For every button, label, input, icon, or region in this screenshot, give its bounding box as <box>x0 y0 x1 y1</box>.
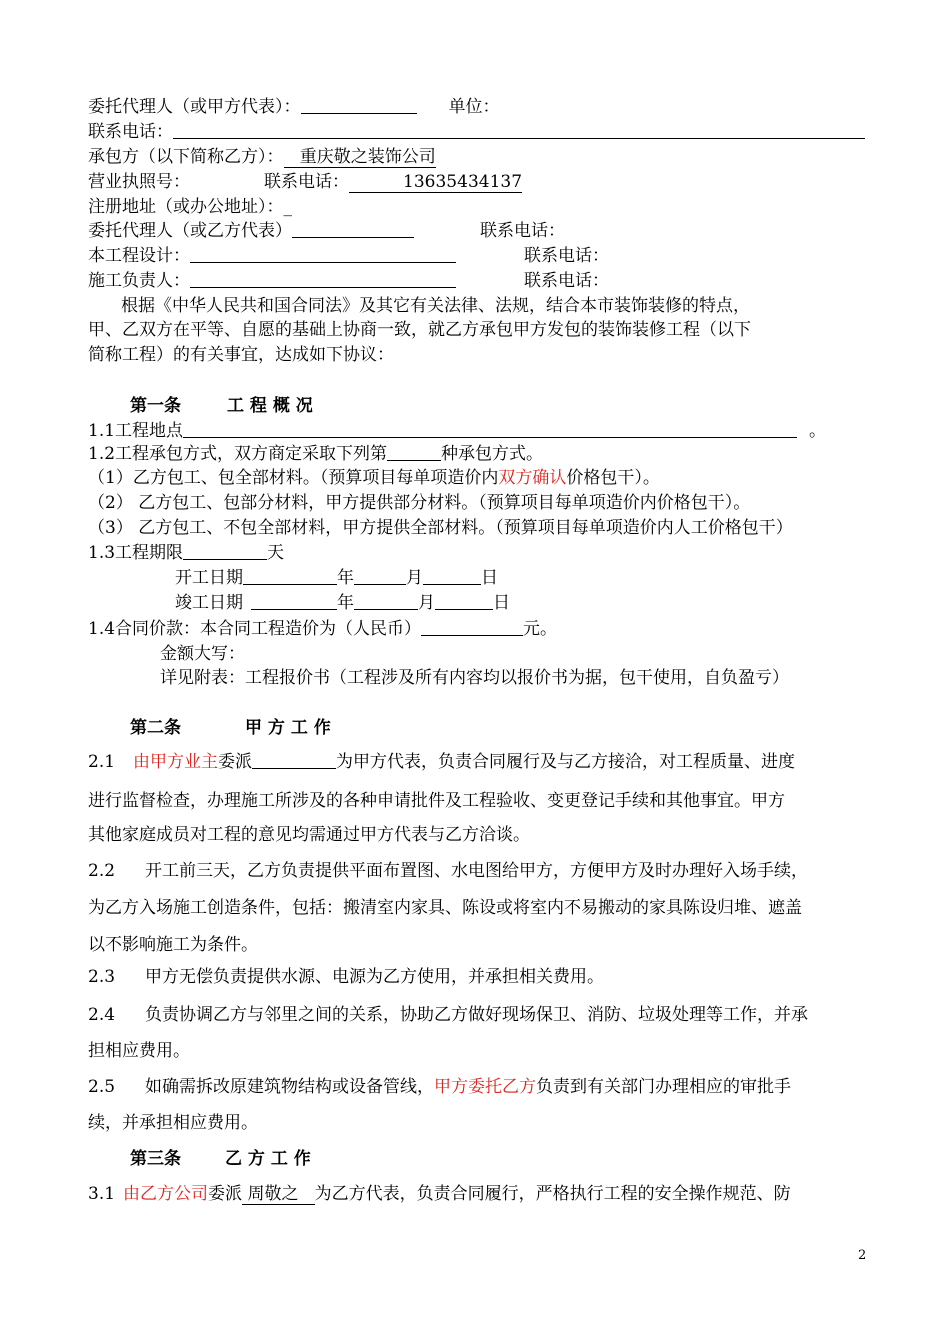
client-phone-line: 联系电话： <box>88 121 865 143</box>
preamble-line: 简称工程）的有关事宜，达成如下协议： <box>88 345 394 365</box>
article-2-heading: 第二条 甲 方 工 作 <box>130 718 331 738</box>
blank <box>173 121 865 139</box>
attachment-note: 详见附表：工程报价书（工程涉及所有内容均以报价书为据，包干使用，自负盈亏） <box>160 668 789 688</box>
article-1-heading: 第一条 工 程 概 况 <box>130 396 313 416</box>
blank <box>252 751 336 769</box>
blank <box>354 567 406 585</box>
start-date-line: 开工日期 年 月 日 <box>175 568 498 588</box>
clause-1-4: 1.4合同价款：本合同工程造价为（人民币） 元。 <box>88 619 558 639</box>
contractor-phone: 13635434137 <box>403 172 523 192</box>
blank <box>292 220 414 238</box>
blank <box>190 245 456 263</box>
clause-2-4-cont: 担相应费用。 <box>88 1041 190 1061</box>
option-1: （1）乙方包工、包全部材料。（预算项目每单项造价内双方确认价格包干）。 <box>88 468 660 488</box>
blank <box>387 443 441 461</box>
blank <box>354 592 418 610</box>
clause-2-2: 2.2 开工前三天，乙方负责提供平面布置图、水电图给甲方，方便甲方及时办理好入场手续， <box>88 861 809 881</box>
clause-2-2-cont: 以不影响施工为条件。 <box>88 935 258 955</box>
option-3: （3） 乙方包工、不包全部材料，甲方提供全部材料。（预算项目每单项造价内人工价格包干） <box>88 518 793 538</box>
clause-2-2-cont: 为乙方入场施工创造条件，包括：搬清室内家具、陈设或将室内不易搬动的家具陈设归堆、遮盖 <box>88 898 802 918</box>
blank <box>183 420 797 438</box>
amount-words-label: 金额大写： <box>160 644 245 664</box>
clause-2-1-cont: 其他家庭成员对工程的意见均需通过甲方代表与乙方洽谈。 <box>88 825 530 845</box>
blank <box>421 618 523 636</box>
option-2: （2） 乙方包工、包部分材料，甲方提供部分材料。（预算项目每单项造价内价格包干）。 <box>88 493 751 513</box>
contractor-agent-line: 委托代理人（或乙方代表） 联系电话： <box>88 221 565 241</box>
preamble-line: 甲、乙双方在平等、自愿的基础上协商一致，就乙方承包甲方发包的装饰装修工程（以下 <box>88 320 751 340</box>
clause-3-1: 3.1 由乙方公司委派 周敬之 为乙方代表，负责合同履行，严格执行工程的安全操作规范、防 <box>88 1184 791 1204</box>
blank <box>423 567 481 585</box>
blank <box>435 592 493 610</box>
end-date-line: 竣工日期 年 月 日 <box>175 593 510 613</box>
license-line: 营业执照号： 联系电话： 13635434137 <box>88 172 523 192</box>
blank <box>301 96 417 114</box>
clause-2-3: 2.3 甲方无偿负责提供水源、电源为乙方使用，并承担相关费用。 <box>88 967 605 987</box>
clause-2-5: 2.5 如确需拆改原建筑物结构或设备管线，甲方委托乙方负责到有关部门办理相应的审批手 <box>88 1077 792 1097</box>
clause-1-2: 1.2工程承包方式，双方商定采取下列第 种承包方式。 <box>88 444 544 464</box>
clause-2-5-cont: 续，并承担相应费用。 <box>88 1113 258 1133</box>
address-line: 注册地址（或办公地址）：_ <box>88 197 292 217</box>
clause-2-1: 2.1 由甲方业主委派 为甲方代表，负责合同履行及与乙方接洽，对工程质量、进度 <box>88 752 796 772</box>
clause-2-1-cont: 进行监督检查，办理施工所涉及的各种申请批件及工程验收、变更登记手续和其他事宜。甲方 <box>88 791 785 811</box>
client-agent-line: 委托代理人（或甲方代表）： 单位： <box>88 97 500 117</box>
contractor-line: 承包方（以下简称乙方）： 重庆敬之装饰公司 <box>88 147 436 167</box>
blank <box>190 270 456 288</box>
blank <box>251 592 337 610</box>
clause-1-3: 1.3工程期限 天 <box>88 543 285 563</box>
clause-1-1: 1.1工程地点 。 <box>88 421 827 441</box>
preamble-line: 根据《中华人民共和国合同法》及其它有关法律、法规，结合本市装饰装修的特点， <box>121 296 750 316</box>
contractor-rep-name: 周敬之 <box>247 1184 299 1204</box>
clause-2-4: 2.4 负责协调乙方与邻里之间的关系，协助乙方做好现场保卫、消防、垃圾处理等工作，并承 <box>88 1005 809 1025</box>
contractor-name: 重庆敬之装饰公司 <box>299 147 436 167</box>
blank <box>243 567 337 585</box>
article-3-heading: 第三条 乙 方 工 作 <box>130 1149 311 1169</box>
designer-line: 本工程设计： 联系电话： <box>88 246 609 266</box>
blank <box>183 542 267 560</box>
manager-line: 施工负责人： 联系电话： <box>88 271 609 291</box>
page-number: 2 <box>858 1248 867 1263</box>
